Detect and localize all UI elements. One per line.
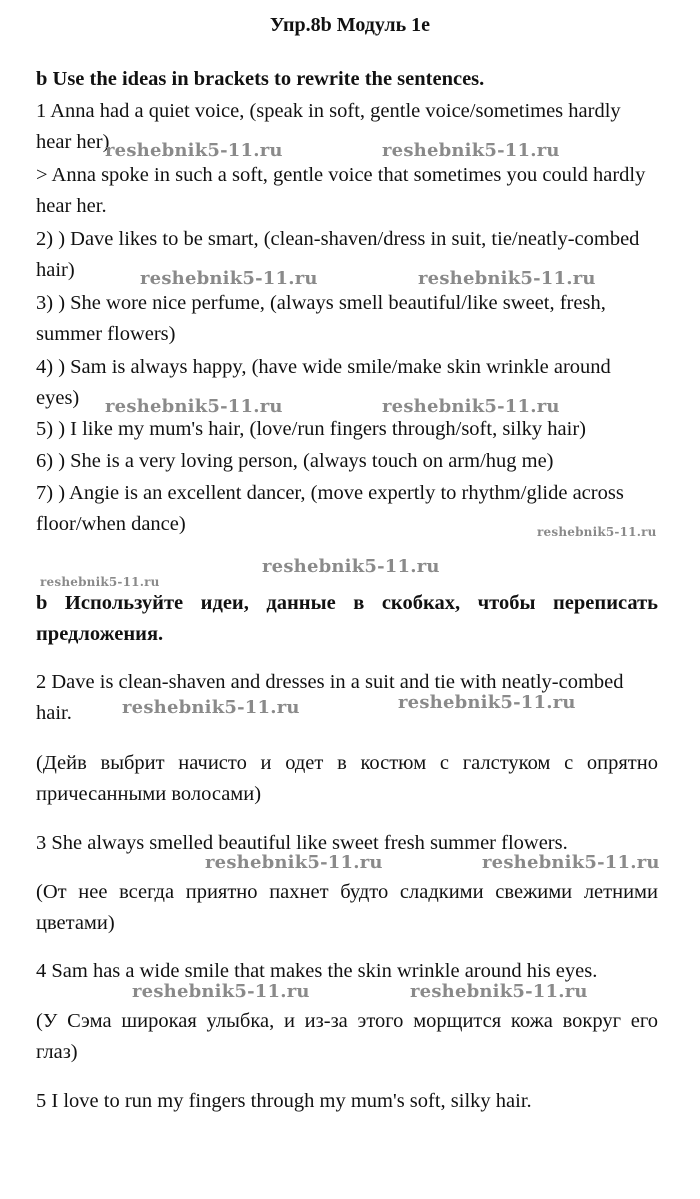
exercise-item: 7) ) Angie is an excellent dancer, (move expertly to rhythm/glide across floor/when dance): [36, 482, 624, 535]
exercise-item: 6) ) She is a very loving person, (always touch on arm/hug me): [36, 450, 554, 472]
answer-english: 4 Sam has a wide smile that makes the skin wrinkle around his eyes.: [36, 960, 598, 982]
watermark: reshebnik5-11.ru: [537, 525, 657, 539]
answer-english: 5 I love to run my fingers through my mum's soft, silky hair.: [36, 1090, 532, 1112]
watermark: reshebnik5-11.ru: [205, 852, 383, 873]
answer-english: 3 She always smelled beautiful like sweet fresh summer flowers.: [36, 832, 568, 854]
page-title: Упр.8b Модуль 1е: [269, 14, 431, 36]
watermark: reshebnik5-11.ru: [132, 981, 310, 1002]
watermark: reshebnik5-11.ru: [410, 981, 588, 1002]
watermark: reshebnik5-11.ru: [382, 396, 560, 417]
exercise-example-answer: > Anna spoke in such a soft, gentle voice that sometimes you could hardly hear her.: [36, 164, 646, 217]
watermark: reshebnik5-11.ru: [105, 140, 283, 161]
watermark: reshebnik5-11.ru: [382, 140, 560, 161]
exercise-item: 3) ) She wore nice perfume, (always smell beautiful/like sweet, fresh, summer flowers): [36, 292, 606, 345]
watermark: reshebnik5-11.ru: [398, 692, 576, 713]
watermark: reshebnik5-11.ru: [140, 268, 318, 289]
exercise-item: 4) ) Sam is always happy, (have wide smile/make skin wrinkle around eyes): [36, 356, 611, 409]
exercise-item: 5) ) I like my mum's hair, (love/run fingers through/soft, silky hair): [36, 418, 587, 440]
watermark: reshebnik5-11.ru: [40, 575, 160, 589]
exercise-item: 2) ) Dave likes to be smart, (clean-shaven/dress in suit, tie/neatly-combed hair): [36, 228, 640, 281]
exercise-item: 1 Anna had a quiet voice, (speak in soft, gentle voice/sometimes hardly hear her): [36, 100, 621, 153]
answer-russian: (У Сэма широкая улыбка, и из-за этого морщится кожа вокруг его глаз): [36, 1010, 658, 1063]
watermark: reshebnik5-11.ru: [105, 396, 283, 417]
watermark: reshebnik5-11.ru: [262, 556, 440, 577]
answer-russian: (От нее всегда приятно пахнет будто сладкими свежими летними цветами): [36, 881, 658, 934]
answer-english: 2 Dave is clean-shaven and dresses in a suit and tie with neatly-combed hair.: [36, 671, 624, 724]
answer-russian: (Дейв выбрит начисто и одет в костюм с галстуком с опрятно причесанными волосами): [36, 752, 658, 805]
watermark: reshebnik5-11.ru: [418, 268, 596, 289]
exercise-heading: b Use the ideas in brackets to rewrite the sentences.: [36, 68, 485, 90]
watermark: reshebnik5-11.ru: [122, 697, 300, 718]
watermark: reshebnik5-11.ru: [482, 852, 660, 873]
translation-heading: b Используйте идеи, данные в скобках, чтобы переписать предложения.: [36, 592, 658, 645]
